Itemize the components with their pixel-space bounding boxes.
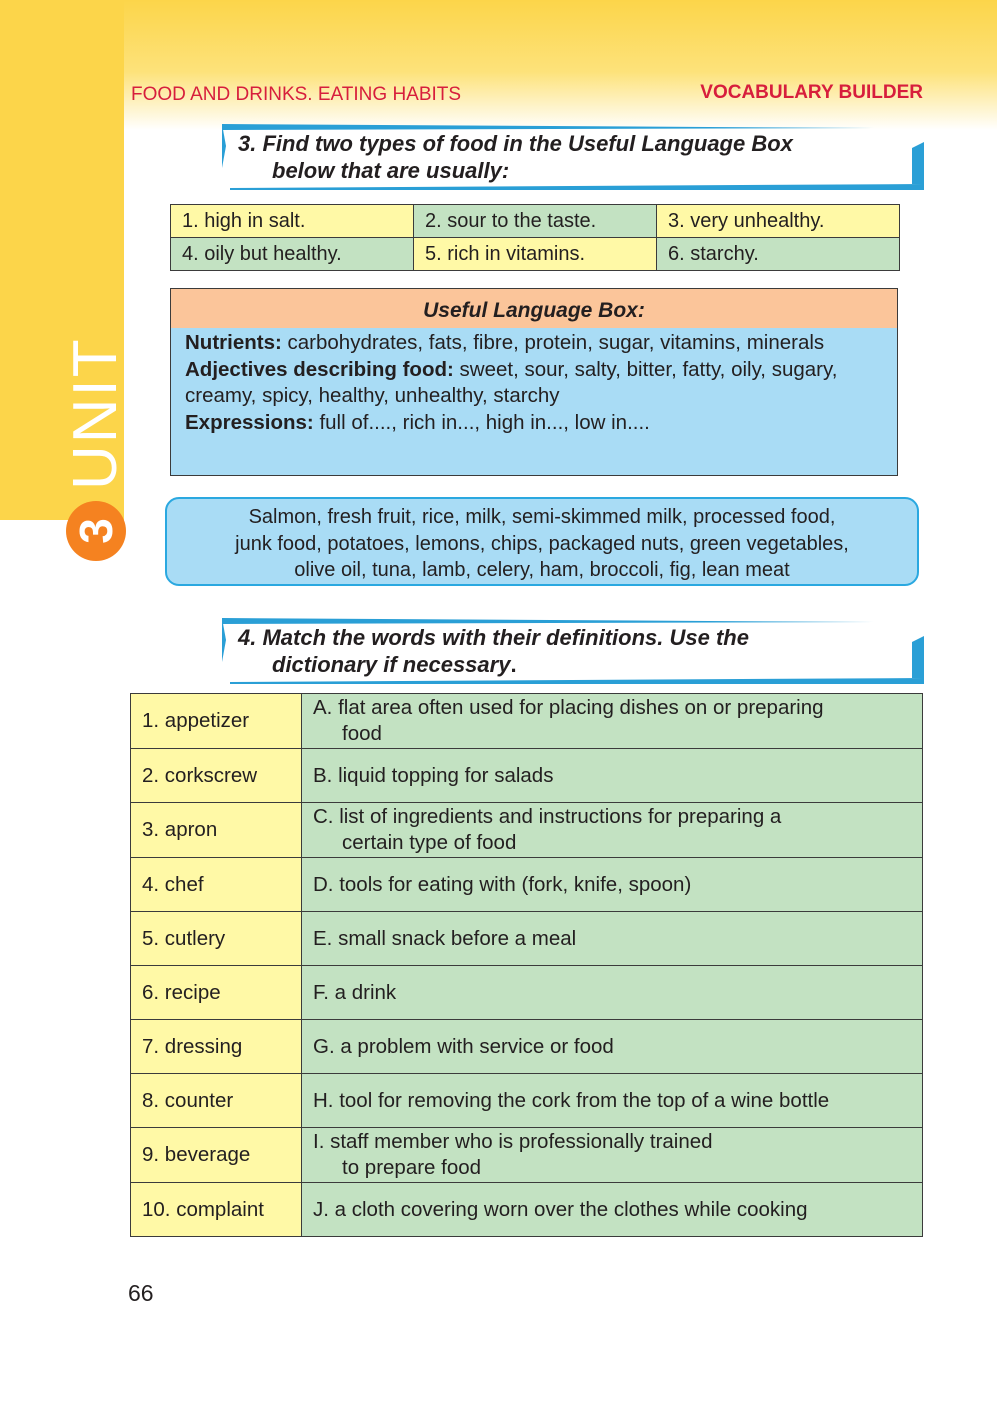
grid-cell: 1. high in salt. xyxy=(171,205,414,238)
page-number: 66 xyxy=(128,1280,154,1306)
task4-instruction-period: . xyxy=(510,652,517,677)
unit-label: UNIT xyxy=(61,337,130,490)
grid-cell: 3. very unhealthy. xyxy=(657,205,900,238)
match-definition xyxy=(302,1074,923,1128)
match-definition xyxy=(302,749,923,803)
match-word: 4. chef xyxy=(131,858,302,912)
match-definition xyxy=(302,803,923,858)
table-row xyxy=(131,1128,923,1183)
match-definition xyxy=(302,1128,923,1183)
definition-line: D. tools for eating with (fork, knife, spoon) xyxy=(313,872,692,896)
table-row xyxy=(131,694,923,749)
definition-line: certain type of food xyxy=(342,831,517,854)
unit-number: 3 xyxy=(70,518,122,544)
grid-cell: 2. sour to the taste. xyxy=(414,205,657,238)
table-row xyxy=(131,912,923,966)
adjectives-line xyxy=(185,357,883,410)
match-definition xyxy=(302,858,923,912)
match-word: 3. apron xyxy=(131,803,302,858)
task4-banner xyxy=(222,618,924,684)
definition-line: J. a cloth covering worn over the clothes while cooking xyxy=(313,1197,808,1221)
adjectives-label: Adjectives describing food: xyxy=(185,357,454,381)
match-table xyxy=(130,693,923,1237)
task3-grid xyxy=(170,204,900,271)
adjectives-text: sweet, sour, salty, bitter, fatty, oily, sugary, creamy, spicy, healthy, unhealthy, starchy xyxy=(185,357,838,407)
expressions-line xyxy=(185,410,883,437)
expressions-label: Expressions: xyxy=(185,410,314,434)
definition-line: I. staff member who is professionally trained xyxy=(313,1130,713,1153)
definition-line: to prepare food xyxy=(342,1156,482,1179)
definition-line: F. a drink xyxy=(313,980,397,1004)
definition-line: G. a problem with service or food xyxy=(313,1034,614,1058)
match-word: 2. corkscrew xyxy=(131,749,302,803)
task3-instruction-line1: 3. Find two types of food in the Useful Language Box xyxy=(238,131,793,156)
match-definition xyxy=(302,1020,923,1074)
task4-instruction-line1: 4. Match the words with their definitions. Use the xyxy=(238,625,749,650)
task3-banner xyxy=(222,124,924,190)
definition-line: C. list of ingredients and instructions for preparing a xyxy=(313,805,782,828)
match-word: 5. cutlery xyxy=(131,912,302,966)
nutrients-text: carbohydrates, fats, fibre, protein, sugar, vitamins, minerals xyxy=(281,331,825,354)
match-word: 6. recipe xyxy=(131,966,302,1020)
section-title: FOOD AND DRINKS. EATING HABITS xyxy=(131,84,462,105)
table-row xyxy=(131,749,923,803)
expressions-text: full of...., rich in..., high in..., low in.... xyxy=(313,410,650,434)
grid-cell: 5. rich in vitamins. xyxy=(414,238,657,271)
food-list-line: junk food, potatoes, lemons, chips, packaged nuts, green vegetables, xyxy=(235,532,849,555)
match-word: 8. counter xyxy=(131,1074,302,1128)
food-list-line: olive oil, tuna, lamb, celery, ham, broccoli, fig, lean meat xyxy=(294,559,790,581)
task4-instruction-text: dictionary if necessary xyxy=(272,652,511,677)
table-row xyxy=(131,858,923,912)
grid-cell: 6. starchy. xyxy=(657,238,900,271)
definition-line: A. flat area often used for placing dishes on or preparing xyxy=(313,696,824,719)
table-row xyxy=(131,803,923,858)
match-word: 1. appetizer xyxy=(131,694,302,749)
header-band xyxy=(0,0,997,130)
match-definition xyxy=(302,694,923,749)
useful-language-box xyxy=(170,288,898,476)
definition-line: B. liquid topping for salads xyxy=(313,763,554,787)
table-row xyxy=(131,1074,923,1128)
match-definition xyxy=(302,1183,923,1237)
match-definition xyxy=(302,966,923,1020)
match-word: 7. dressing xyxy=(131,1020,302,1074)
section-label: VOCABULARY BUILDER xyxy=(700,82,923,103)
useful-language-title: Useful Language Box: xyxy=(171,289,897,328)
table-row xyxy=(131,1183,923,1237)
table-row xyxy=(131,966,923,1020)
match-definition xyxy=(302,912,923,966)
task3-instruction-line2: below that are usually: xyxy=(272,158,510,183)
definition-line: food xyxy=(342,722,382,745)
food-list-box xyxy=(165,497,919,586)
food-list-line: Salmon, fresh fruit, rice, milk, semi-skimmed milk, processed food, xyxy=(248,506,836,528)
task4-instruction-line2 xyxy=(238,651,884,678)
grid-cell: 4. oily but healthy. xyxy=(171,238,414,271)
nutrients-label: Nutrients: xyxy=(185,331,282,354)
table-row xyxy=(131,1020,923,1074)
definition-line: E. small snack before a meal xyxy=(313,926,577,950)
definition-line: H. tool for removing the cork from the top of a wine bottle xyxy=(313,1088,830,1112)
match-word: 10. complaint xyxy=(131,1183,302,1237)
nutrients-line xyxy=(185,330,883,357)
match-word: 9. beverage xyxy=(131,1128,302,1183)
